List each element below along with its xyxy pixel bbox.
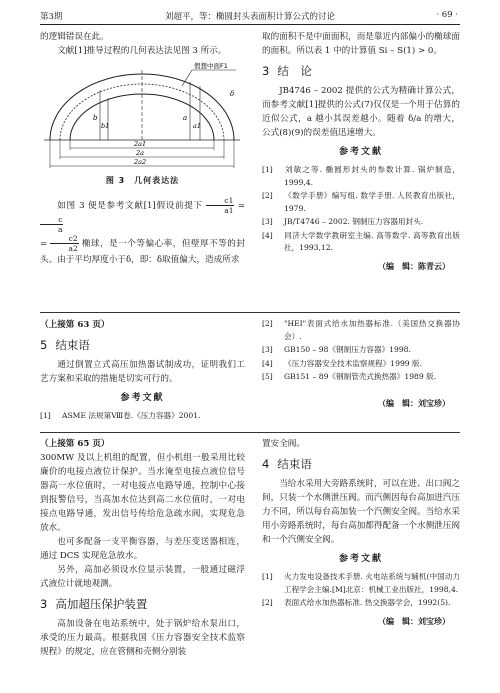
part2-right-column: [262, 318, 460, 410]
issue-number: 第3期: [40, 12, 63, 22]
part1-right-column: [262, 30, 460, 273]
para-suffix: 椭球，是一个等偏心率，但壁厚不等的封头。由于平均厚度小于δ，即：δ取值偏大，造成所求: [40, 239, 245, 265]
reference-item: [2] 表面式给水加热器标准. 热交换器学会，1992(5).: [262, 598, 451, 607]
reference-item: [1] ASME 法规第Ⅷ卷.《压力容器》2001.: [40, 411, 201, 420]
body-paragraph: 也可多配备一支平衡容器，与差压变送器相连，通过 DCS 实现危急放水。: [40, 537, 245, 561]
label-b1: b1: [101, 122, 110, 130]
label-shell: 假想中面F1: [194, 62, 228, 70]
header-rule: [40, 24, 460, 25]
conclusion-paragraph: JB4746 – 2002 提供的公式为精确计算公式，而参考文献[1]提供的公式(7)仅仅是一个用于估算的近似公式，a 越小其误差越小。随着 δ/a 的增大，公式(8)(9)的误差值迅速增大。: [262, 86, 460, 138]
reference-item: [1] 刘敏之等. 椭圆形封头的参数计算. 锅炉制造，1999,4.: [262, 165, 460, 187]
references-title: 参考文献: [120, 393, 165, 403]
part1-left-column: [40, 30, 245, 267]
section-divider: [40, 312, 460, 313]
running-title: 刘超平，等：椭圆封头表面积计算公式的讨论: [164, 12, 335, 22]
part3-right-column: [262, 437, 460, 628]
figure-3-diagram: [40, 62, 245, 170]
body-paragraph: 置安全阀。: [262, 439, 305, 449]
body-paragraph: 当给水采用大旁路系统时，可以在进、出口阀之间，只装一个水侧泄压阀。而汽侧因每台高加进汽压力不同，所以每台高加装一个汽侧安全阀。当给水采用小旁路系统时，每台高加都得配备一个水侧泄压阀和一个汽侧安全阀。: [262, 479, 460, 545]
reference-item: [2] "HEI"表面式给水加热器标准.（美国热交换器协会）.: [262, 319, 460, 341]
page-number: · 69 ·: [436, 10, 458, 20]
equals-sign: =: [237, 201, 246, 211]
closing-paragraph: 通过倒置立式高压加热器试制成功，证明我们工艺方案和采取的措施是切实可行的。: [40, 360, 245, 384]
reference-item: [4] 《压力容器安全技术监察规程》1999 版.: [262, 358, 423, 368]
part2-left-column: [40, 318, 245, 424]
figure-discussion-paragraph: [40, 196, 245, 267]
para-prefix: 如图 3 便是参考文献[1]假设前提下: [57, 201, 203, 211]
label-a1: a1: [193, 122, 202, 130]
continued-paragraph: 取的面积不是中面面积，而是靠近内部偏小的椭球面的面积。所以表 1 中的计算值 Si – S(1) > 0。: [262, 32, 460, 56]
label-2a2: 2a2: [134, 158, 147, 166]
section-heading: 3 高加超压保护装置: [40, 597, 148, 611]
body-paragraph: 300MW 及以上机组的配置，但小机组一般采用比较廉价的电接点液位计保护。当水淹至电接点液位信号器高一水位值时，一对电接点电路导通，控制中心接到报警信号，当高加水位达到高二水位值时，一对电接点电路导通，发出信号传给危急疏水阀，实现危急放水。: [40, 453, 245, 533]
section-divider: [40, 432, 460, 433]
continued-from-label: （上接第 65 页）: [40, 439, 110, 449]
label-b: b: [93, 114, 98, 122]
reference-item: [4] 同济大学数学教研室主编. 高等数学. 高等教育出版社，1993,12.: [262, 230, 460, 252]
section-heading: 4 结束语: [262, 457, 312, 471]
editor-credit: （编 辑：陈青云）: [378, 260, 450, 271]
references-title: 参考文献: [338, 554, 383, 564]
part3-left-column: [40, 437, 245, 659]
label-delta: δ: [230, 90, 235, 98]
editor-credit: （编 辑：刘宝珍）: [378, 615, 450, 626]
reference-item: [3] GB150 – 98《钢制压力容器》1998.: [262, 345, 411, 354]
equals-sign-2: =: [40, 239, 48, 249]
figure-caption: 图 3 几何表达法: [105, 176, 180, 185]
body-paragraph: 高加设备在电站系统中，处于锅炉给水泵出口，承受的压力最高。根据我国《压力容器安全技术监察规程》的规定，应在管侧和壳侧分别装: [40, 619, 245, 657]
label-2a: 2a: [136, 149, 145, 157]
label-2a1: 2a1: [134, 140, 147, 148]
continued-from-label: （上接第 63 页）: [40, 320, 110, 330]
section-heading: 5 结束语: [40, 338, 90, 352]
ratio-c-a: $\frac{c}{a}$: [40, 215, 63, 234]
editor-credit: （编 辑：刘宝珍）: [378, 397, 450, 408]
reference-item: [3] JB/T4746 – 2002. 钢制压力容器用封头.: [262, 217, 424, 226]
ratio-c1-a1: $\frac{c1}{a1}$: [206, 196, 234, 215]
reference-item: [2] 《数学手册》编写组. 数学手册. 人民教育出版社，1979.: [262, 191, 460, 213]
label-a: a: [183, 114, 188, 122]
body-paragraph: 另外，高加必须设水位显示装置，一般通过磁浮式液位计就地观测。: [40, 565, 245, 589]
ratio-c2-a2: $\frac{c2}{a2}$: [50, 234, 78, 253]
reference-item: [1] 火力发电设备技术手册. 火电站系统与辅机(中国动力工程学会主编.[M]北京：机械工业出版社，1998,4.: [262, 572, 460, 594]
figure-intro-paragraph: 文献[1]推导过程的几何表达法见图 3 所示。: [57, 46, 227, 56]
section-heading: 3 结 论: [262, 64, 312, 78]
intro-text: 的逻辑错误在此。: [40, 32, 109, 42]
reference-item: [5] GB151 – 89《钢制管壳式换热器》1989 版.: [262, 372, 437, 381]
references-title: 参考文献: [338, 147, 383, 157]
